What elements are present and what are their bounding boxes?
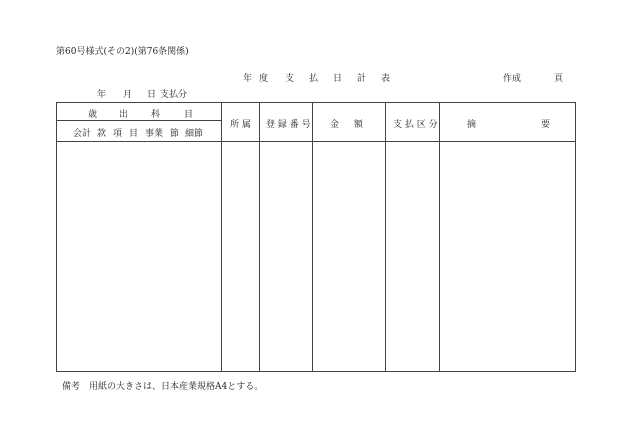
- pay-day: 日: [147, 90, 157, 100]
- page-label: 頁: [554, 74, 564, 84]
- header-payment-category: 支 払 区 分: [393, 120, 438, 130]
- payment-table: [56, 102, 576, 372]
- title-char-fiscal: 度: [259, 74, 269, 84]
- creator-label: 作成: [503, 74, 522, 84]
- header-top-char-3: 科: [151, 110, 161, 120]
- title-char-pay-2: 払: [309, 74, 319, 84]
- header-registration-number: 登 録 番 号: [266, 120, 311, 130]
- pay-month: 月: [123, 90, 133, 100]
- divider-affiliation: [259, 103, 260, 371]
- header-sub-setsu: 節: [170, 129, 180, 139]
- header-affiliation: 所 属: [230, 120, 251, 130]
- divider-registration: [312, 103, 313, 371]
- header-bottom-line: [57, 141, 575, 142]
- header-top-char-2: 出: [119, 110, 129, 120]
- header-sub-project: 事業: [145, 129, 164, 139]
- divider-account: [221, 103, 222, 371]
- title-char-total: 計: [357, 74, 367, 84]
- pay-suffix: 支払分: [160, 90, 188, 100]
- header-top-char-1: 歳: [88, 110, 98, 120]
- divider-amount: [385, 103, 386, 371]
- header-sub-moku: 目: [129, 129, 139, 139]
- header-summary-right: 要: [541, 120, 551, 130]
- footnote: 備考 用紙の大きさは、日本産業規格A4とする。: [62, 382, 264, 392]
- pay-year: 年: [97, 90, 107, 100]
- header-split-line: [57, 120, 221, 121]
- document-title: [0, 71, 630, 85]
- header-sub-kan: 款: [97, 129, 107, 139]
- title-char-table: 表: [381, 74, 391, 84]
- header-top-char-4: 目: [184, 110, 194, 120]
- header-sub-kou: 項: [113, 129, 123, 139]
- title-char-year: 年: [243, 74, 253, 84]
- header-sub-accounting: 会計: [73, 129, 92, 139]
- title-char-pay-1: 支: [285, 74, 295, 84]
- header-amount: 金 額: [330, 120, 363, 130]
- divider-category: [439, 103, 440, 371]
- header-sub-saisetsu: 細節: [185, 129, 204, 139]
- form-number: 第60号様式(その2)(第76条関係): [56, 47, 189, 57]
- payment-date-line: [0, 87, 630, 101]
- title-char-day: 日: [333, 74, 343, 84]
- header-summary-left: 摘: [467, 120, 477, 130]
